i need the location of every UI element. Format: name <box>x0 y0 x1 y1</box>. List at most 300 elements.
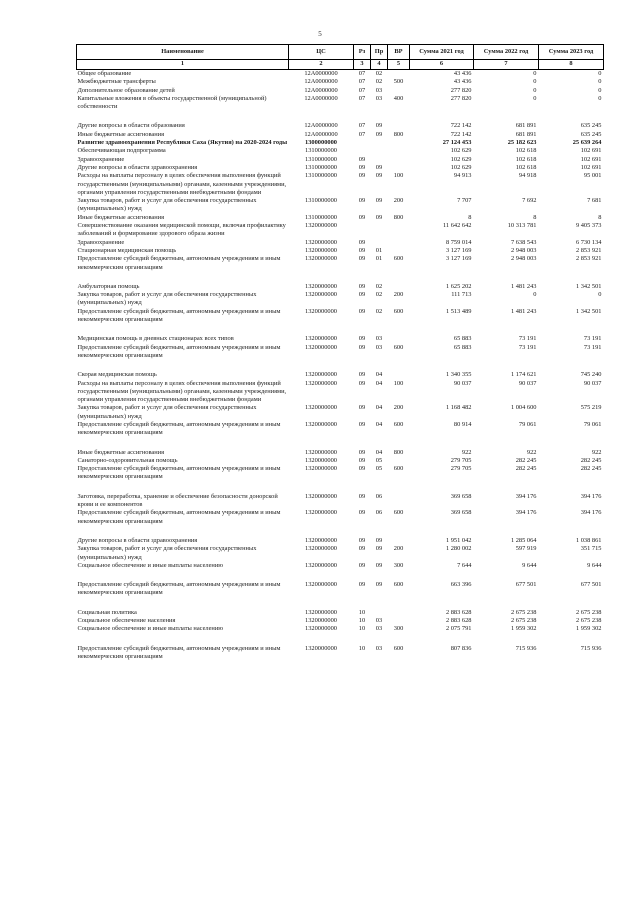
row-sum-2022: 681 891 <box>515 122 537 130</box>
row-name: Закупка товаров, работ и услуг для обеспечения государственных (муниципальных) нужд <box>77 545 257 561</box>
header-vr: ВР <box>388 45 410 60</box>
row-name: Иные бюджетные ассигнования <box>77 130 165 138</box>
row-sum-2022: 1 004 600 <box>510 404 537 412</box>
row-sum-2022: 597 919 <box>515 545 537 553</box>
row-rz: 09 <box>358 197 366 205</box>
row-cs: 1320000000 <box>305 581 337 589</box>
row-rz: 09 <box>358 465 366 473</box>
row-name: Социальное обеспечение и иные выплаты населению <box>77 561 224 569</box>
row-sum-2023: 922 <box>591 448 602 456</box>
table-row <box>77 139 604 147</box>
table-row <box>77 164 604 172</box>
row-rz: 07 <box>358 70 366 77</box>
row-name: Расходы на выплаты персоналу в целях обеспечения выполнения функций государственными (муниципальными) органами, казенными учреждениями, органами управления государственными внебюджетными фондами <box>77 379 287 404</box>
row-sum-2023: 7 681 <box>587 197 602 205</box>
row-sum-2023: 0 <box>598 78 602 86</box>
row-sum-2023: 2 853 921 <box>575 255 602 263</box>
row-pr: 03 <box>375 94 383 102</box>
row-rz: 09 <box>358 448 366 456</box>
row-cs: 1320000000 <box>305 255 337 263</box>
row-name: Заготовка, переработка, хранение и обеспечение безопасности донорской крови и ее компонентов <box>77 492 278 509</box>
row-sum-2021: 1 280 002 <box>445 545 472 553</box>
row-sum-2021: 102 629 <box>450 147 472 155</box>
row-spacer-cell <box>77 482 604 493</box>
row-name: Общее образование <box>77 70 132 77</box>
row-pr: 02 <box>375 70 383 77</box>
row-sum-2021: 102 629 <box>450 155 472 163</box>
row-rz: 09 <box>358 509 366 517</box>
row-sum-2022: 0 <box>533 78 537 86</box>
row-vr: 400 <box>393 94 404 102</box>
row-sum-2023: 102 691 <box>580 147 602 155</box>
row-sum-2022: 715 936 <box>515 644 537 652</box>
row-rz: 09 <box>358 371 366 379</box>
row-vr <box>388 147 410 155</box>
row-rz: 09 <box>358 282 366 290</box>
row-pr <box>371 239 388 247</box>
row-sum-2022: 2 675 238 <box>510 608 537 616</box>
table-row <box>77 457 604 465</box>
table-row <box>77 421 604 438</box>
table-body <box>77 70 604 662</box>
row-vr: 600 <box>393 343 404 351</box>
row-pr <box>371 139 388 147</box>
row-name: Предоставление субсидий бюджетным, автономным учреждениям и иным некоммерческим организациям <box>77 307 281 324</box>
row-pr: 03 <box>375 617 383 625</box>
row-spacer <box>77 438 604 449</box>
row-vr: 100 <box>393 172 404 180</box>
row-sum-2023: 102 691 <box>580 155 602 163</box>
table-row <box>77 122 604 130</box>
row-rz: 09 <box>358 213 366 221</box>
row-sum-2023: 394 176 <box>580 509 602 517</box>
row-rz: 09 <box>358 379 366 387</box>
column-number: 4 <box>371 60 388 70</box>
row-cs: 1320000000 <box>305 465 337 473</box>
row-name: Развитие здравоохранения Республики Саха (Якутия) на 2020-2024 годы <box>77 139 288 147</box>
row-sum-2021: 2 075 791 <box>445 625 472 633</box>
row-vr <box>388 335 410 343</box>
row-sum-2021: 3 127 169 <box>445 246 472 254</box>
row-sum-2023: 6 730 134 <box>575 238 602 246</box>
row-rz: 09 <box>358 291 366 299</box>
row-sum-2022: 922 <box>526 448 537 456</box>
row-cs: 12А0000000 <box>304 86 338 94</box>
row-rz: 07 <box>358 86 366 94</box>
row-rz: 09 <box>358 581 366 589</box>
header-name: Наименование <box>77 45 289 60</box>
row-name: Закупка товаров, работ и услуг для обеспечения государственных (муниципальных) нужд <box>77 404 257 420</box>
row-sum-2021: 111 713 <box>451 291 472 299</box>
table-row <box>77 147 604 155</box>
row-name: Расходы на выплаты персоналу в целях обеспечения выполнения функций государственными (муниципальными) органами, казенными учреждениями, органами управления государственными внебюджетными фондами <box>77 172 287 196</box>
row-cs: 1320000000 <box>305 246 337 254</box>
row-sum-2021: 277 820 <box>450 86 472 94</box>
table-row <box>77 214 604 222</box>
row-sum-2021: 43 436 <box>453 78 472 86</box>
row-pr: 09 <box>375 581 383 589</box>
row-cs: 1310000000 <box>305 172 337 180</box>
row-vr: 600 <box>393 581 404 589</box>
row-rz: 09 <box>358 163 366 171</box>
table-row <box>77 537 604 545</box>
row-cs: 1320000000 <box>305 625 337 633</box>
table-row <box>77 562 604 570</box>
row-spacer-cell <box>77 570 604 581</box>
row-pr: 05 <box>375 456 383 464</box>
row-pr: 02 <box>375 291 383 299</box>
row-rz: 10 <box>358 617 366 625</box>
row-name: Совершенствование оказания медицинской помощи, включая профилактику заболеваний и формирование здорового образа жизни <box>77 222 286 238</box>
row-cs: 1320000000 <box>305 617 337 625</box>
table-row <box>77 70 604 79</box>
row-pr: 05 <box>375 465 383 473</box>
row-sum-2022: 282 245 <box>515 465 537 473</box>
row-spacer <box>77 360 604 371</box>
row-pr: 04 <box>375 448 383 456</box>
row-vr: 800 <box>393 130 404 138</box>
row-rz: 09 <box>358 420 366 428</box>
row-spacer <box>77 598 604 609</box>
row-sum-2021: 94 913 <box>453 172 472 180</box>
row-sum-2023: 25 639 264 <box>572 139 602 147</box>
row-sum-2021: 279 705 <box>450 465 472 473</box>
row-sum-2022: 8 <box>533 213 537 221</box>
row-pr: 09 <box>375 536 383 544</box>
row-sum-2023: 102 691 <box>580 163 602 171</box>
row-pr: 03 <box>375 335 383 343</box>
row-sum-2021: 1 625 202 <box>445 282 472 290</box>
row-sum-2021: 279 705 <box>450 456 472 464</box>
row-vr: 600 <box>393 644 404 652</box>
row-pr: 02 <box>375 282 383 290</box>
header-rz: Рз <box>354 45 371 60</box>
row-sum-2021: 43 436 <box>453 70 472 77</box>
row-vr: 300 <box>393 625 404 633</box>
row-name: Предоставление субсидий бюджетным, автономным учреждениям и иным некоммерческим организациям <box>77 255 281 271</box>
row-spacer <box>77 111 604 122</box>
row-sum-2022: 73 191 <box>518 335 537 343</box>
table-row <box>77 609 604 617</box>
row-cs: 12А0000000 <box>304 78 338 86</box>
row-vr <box>388 139 410 147</box>
table-row <box>77 449 604 457</box>
row-spacer-cell <box>77 272 604 283</box>
row-vr <box>388 70 410 79</box>
row-sum-2023: 0 <box>598 70 602 77</box>
row-sum-2023: 1 959 302 <box>575 625 602 633</box>
header-sum-2021: Сумма 2021 год <box>410 45 474 60</box>
row-sum-2021: 80 914 <box>453 420 472 428</box>
row-sum-2021: 2 883 628 <box>445 617 472 625</box>
row-cs: 1320000000 <box>305 536 337 544</box>
row-sum-2022: 681 891 <box>515 130 537 138</box>
row-sum-2021: 1 168 482 <box>445 404 472 412</box>
row-spacer-cell <box>77 111 604 122</box>
row-cs: 1320000000 <box>305 420 337 428</box>
row-rz: 09 <box>358 343 366 351</box>
row-pr: 04 <box>375 379 383 387</box>
row-sum-2022: 677 501 <box>515 581 537 589</box>
row-sum-2023: 8 <box>598 213 602 221</box>
row-vr: 200 <box>393 545 404 553</box>
row-spacer-cell <box>77 438 604 449</box>
row-name: Амбулаторная помощь <box>77 282 140 290</box>
row-vr: 600 <box>393 255 404 263</box>
row-rz: 09 <box>358 545 366 553</box>
row-sum-2021: 65 883 <box>453 335 472 343</box>
row-spacer-cell <box>77 324 604 335</box>
row-cs: 1320000000 <box>305 222 337 230</box>
row-cs: 1320000000 <box>305 343 337 351</box>
row-rz: 09 <box>358 155 366 163</box>
row-name: Медицинская помощь в дневных стационарах всех типов <box>77 335 234 343</box>
row-vr: 600 <box>393 465 404 473</box>
row-sum-2023: 394 176 <box>580 492 602 500</box>
row-sum-2023: 745 240 <box>580 371 602 379</box>
row-spacer <box>77 526 604 537</box>
row-sum-2021: 2 883 628 <box>445 608 472 616</box>
row-cs: 1320000000 <box>305 644 337 652</box>
row-cs: 12А0000000 <box>304 122 338 130</box>
row-sum-2021: 1 951 042 <box>445 536 472 544</box>
row-spacer <box>77 634 604 645</box>
column-number: 1 <box>77 60 289 70</box>
row-sum-2021: 102 629 <box>450 163 472 171</box>
row-pr: 09 <box>375 561 383 569</box>
row-name: Предоставление субсидий бюджетным, автономным учреждениям и иным некоммерческим организациям <box>77 420 281 437</box>
row-sum-2021: 922 <box>461 448 472 456</box>
row-pr: 09 <box>375 213 383 221</box>
table-row <box>77 645 604 662</box>
row-sum-2023: 282 245 <box>580 465 602 473</box>
row-rz: 09 <box>358 335 366 343</box>
row-sum-2022: 2 948 003 <box>510 246 537 254</box>
row-sum-2023: 677 501 <box>580 581 602 589</box>
table-row <box>77 617 604 625</box>
row-name: Другие вопросы в области здравоохранения <box>77 163 198 171</box>
row-sum-2022: 7 692 <box>522 197 537 205</box>
row-cs: 1320000000 <box>305 545 337 553</box>
column-number: 2 <box>289 60 354 70</box>
table-row <box>77 222 604 239</box>
table-row <box>77 581 604 598</box>
row-rz: 07 <box>358 130 366 138</box>
row-sum-2023: 635 245 <box>580 130 602 138</box>
row-cs: 12А0000000 <box>304 70 338 77</box>
budget-table <box>76 44 604 661</box>
table-row <box>77 380 604 405</box>
row-sum-2022: 0 <box>533 291 537 299</box>
row-sum-2022: 7 638 543 <box>510 238 537 246</box>
row-sum-2021: 7 707 <box>457 197 472 205</box>
row-sum-2021: 8 759 014 <box>445 238 472 246</box>
row-vr <box>388 239 410 247</box>
row-spacer-cell <box>77 598 604 609</box>
row-vr: 600 <box>393 509 404 517</box>
row-pr: 01 <box>375 246 383 254</box>
row-sum-2022: 1 481 243 <box>510 282 537 290</box>
row-sum-2023: 9 405 373 <box>575 222 602 230</box>
row-pr: 01 <box>375 255 383 263</box>
row-cs: 1320000000 <box>305 238 337 246</box>
row-pr: 04 <box>375 404 383 412</box>
row-spacer-cell <box>77 360 604 371</box>
column-number: 8 <box>539 60 604 70</box>
row-sum-2023: 0 <box>598 94 602 102</box>
row-pr: 02 <box>375 78 383 86</box>
row-cs: 1320000000 <box>305 404 337 412</box>
row-rz: 07 <box>358 94 366 102</box>
row-pr: 03 <box>375 625 383 633</box>
row-name: Закупка товаров, работ и услуг для обеспечения государственных (муниципальных) нужд <box>77 291 257 307</box>
row-sum-2022: 102 618 <box>515 147 537 155</box>
row-sum-2021: 11 642 642 <box>442 222 472 230</box>
row-spacer <box>77 272 604 283</box>
row-sum-2023: 90 037 <box>583 379 602 387</box>
row-cs: 1320000000 <box>305 448 337 456</box>
row-vr: 100 <box>393 379 404 387</box>
row-pr: 09 <box>375 122 383 130</box>
row-vr: 500 <box>393 78 404 86</box>
row-pr <box>371 222 388 239</box>
row-sum-2023: 2 675 238 <box>575 617 602 625</box>
row-vr <box>388 617 410 625</box>
row-cs: 1320000000 <box>305 307 337 315</box>
row-rz: 09 <box>358 456 366 464</box>
row-name: Предоставление субсидий бюджетным, автономным учреждениям и иным некоммерческим организациям <box>77 509 281 525</box>
row-sum-2023: 9 644 <box>587 561 602 569</box>
row-pr: 03 <box>375 86 383 94</box>
table-row <box>77 291 604 308</box>
row-sum-2023: 635 245 <box>580 122 602 130</box>
budget-table-container <box>76 44 603 661</box>
row-sum-2022: 0 <box>533 86 537 94</box>
row-pr: 09 <box>375 163 383 171</box>
row-pr: 09 <box>375 197 383 205</box>
table-row <box>77 371 604 379</box>
row-sum-2022: 2 675 238 <box>510 617 537 625</box>
row-pr <box>371 147 388 155</box>
row-sum-2023: 351 715 <box>580 545 602 553</box>
row-sum-2023: 575 219 <box>580 404 602 412</box>
header-sum-2022: Сумма 2022 год <box>474 45 539 60</box>
row-sum-2022: 394 176 <box>515 492 537 500</box>
table-row <box>77 465 604 482</box>
row-vr <box>388 156 410 164</box>
table-row <box>77 335 604 343</box>
row-sum-2022: 1 959 302 <box>510 625 537 633</box>
page-number: 5 <box>318 30 322 38</box>
table-row <box>77 239 604 247</box>
table-row <box>77 509 604 526</box>
row-sum-2022: 282 245 <box>515 456 537 464</box>
table-row <box>77 344 604 361</box>
row-name: Скорая медицинская помощь <box>77 371 157 379</box>
row-rz: 07 <box>358 78 366 86</box>
header-cs: ЦС <box>289 45 354 60</box>
row-sum-2022: 25 182 623 <box>507 139 537 147</box>
row-rz: 09 <box>358 238 366 246</box>
row-name: Закупка товаров, работ и услуг для обеспечения государственных (муниципальных) нужд <box>77 197 257 213</box>
row-sum-2023: 1 342 501 <box>575 307 602 315</box>
column-number: 5 <box>388 60 410 70</box>
row-cs: 1320000000 <box>305 509 337 517</box>
row-sum-2022: 0 <box>533 94 537 102</box>
row-sum-2022: 9 644 <box>522 561 537 569</box>
row-vr: 600 <box>393 420 404 428</box>
row-sum-2021: 722 142 <box>450 122 472 130</box>
row-cs: 12А0000000 <box>304 94 338 102</box>
row-pr: 06 <box>375 509 383 517</box>
header-pr: Пр <box>371 45 388 60</box>
table-row <box>77 308 604 325</box>
row-rz: 09 <box>358 307 366 315</box>
row-name: Предоставление субсидий бюджетным, автономным учреждениям и иным некоммерческим организациям <box>77 343 281 359</box>
row-pr <box>371 609 388 617</box>
row-name: Другие вопросы в области здравоохранения <box>77 536 198 544</box>
row-spacer <box>77 570 604 581</box>
row-name: Социальное обеспечение и иные выплаты населению <box>77 625 224 633</box>
row-pr: 02 <box>375 307 383 315</box>
table-header-row <box>77 45 604 60</box>
row-name: Другие вопросы в области образования <box>77 122 185 130</box>
row-sum-2021: 369 658 <box>450 492 472 500</box>
row-pr: 03 <box>375 343 383 351</box>
row-sum-2021: 1 340 355 <box>445 371 472 379</box>
row-sum-2021: 90 037 <box>453 379 472 387</box>
table-row <box>77 78 604 86</box>
row-pr: 09 <box>375 545 383 553</box>
row-sum-2023: 282 245 <box>580 456 602 464</box>
row-vr <box>388 371 410 379</box>
row-sum-2022: 394 176 <box>515 509 537 517</box>
row-cs: 1320000000 <box>305 608 337 616</box>
table-row <box>77 95 604 112</box>
row-pr: 06 <box>375 492 383 500</box>
row-sum-2022: 1 481 243 <box>510 307 537 315</box>
row-rz: 09 <box>358 561 366 569</box>
row-pr: 03 <box>375 644 383 652</box>
row-vr <box>388 457 410 465</box>
row-cs: 1320000000 <box>305 379 337 387</box>
table-row <box>77 404 604 421</box>
row-cs: 1320000000 <box>305 371 337 379</box>
row-vr: 200 <box>393 197 404 205</box>
table-row <box>77 545 604 562</box>
row-cs: 12А0000000 <box>304 130 338 138</box>
row-sum-2023: 95 001 <box>583 172 602 180</box>
row-vr: 200 <box>393 404 404 412</box>
row-vr <box>388 493 410 510</box>
row-sum-2021: 722 142 <box>450 130 472 138</box>
row-cs: 1310000000 <box>305 197 337 205</box>
row-vr <box>388 247 410 255</box>
row-name: Капитальные вложения в объекты государственной (муниципальной) собственности <box>77 94 267 111</box>
row-spacer <box>77 324 604 335</box>
row-name: Предоставление субсидий бюджетным, автономным учреждениям и иным некоммерческим организациям <box>77 644 281 660</box>
row-sum-2021: 369 658 <box>450 509 472 517</box>
row-rz <box>354 222 371 239</box>
row-name: Иные бюджетные ассигнования <box>77 448 165 456</box>
row-cs: 1320000000 <box>305 282 337 290</box>
row-vr <box>388 283 410 291</box>
row-sum-2022: 1 174 621 <box>510 371 537 379</box>
row-vr: 200 <box>393 291 404 299</box>
table-row <box>77 87 604 95</box>
row-sum-2021: 65 883 <box>453 343 472 351</box>
row-vr: 800 <box>393 448 404 456</box>
